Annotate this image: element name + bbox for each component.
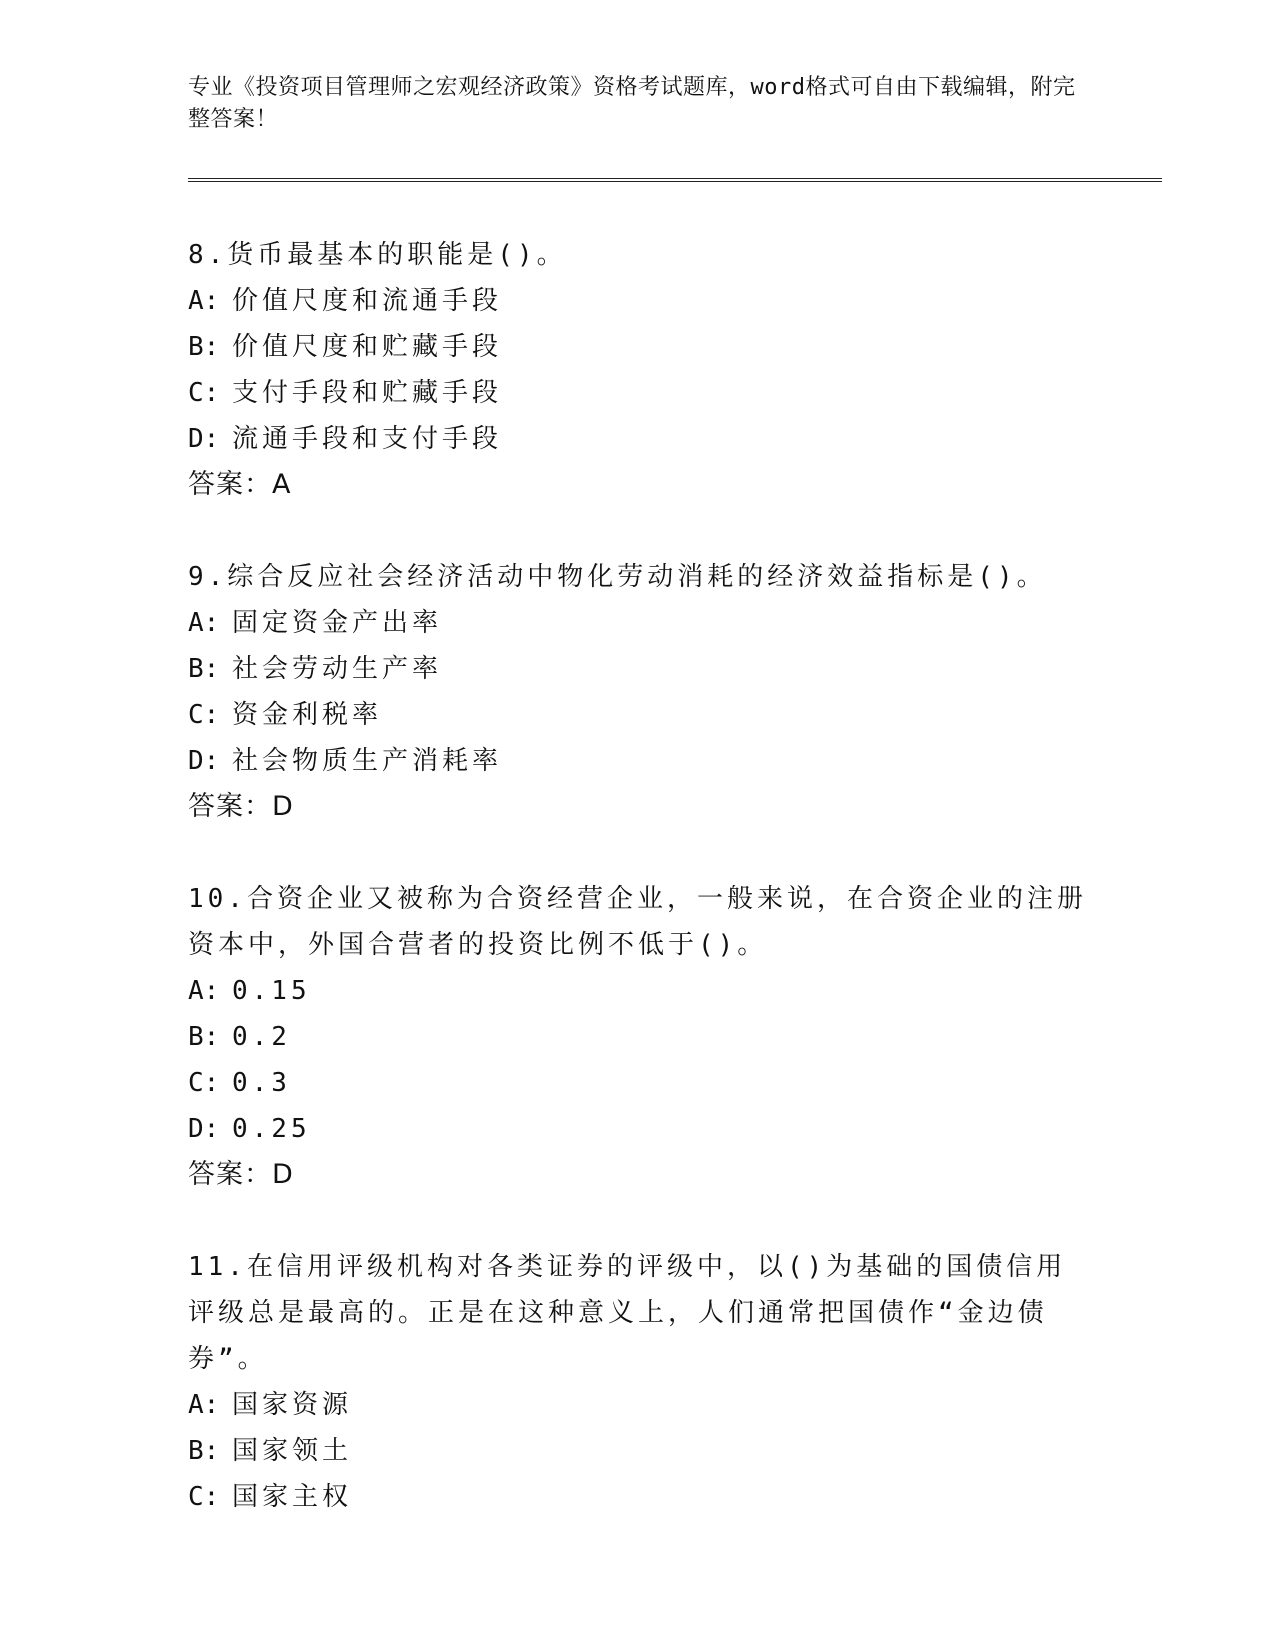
option-text: 资金利税率 bbox=[232, 700, 383, 730]
option-letter: A: bbox=[188, 976, 220, 1006]
option-c bbox=[188, 692, 1088, 738]
option-letter: B: bbox=[188, 1022, 220, 1052]
question-10 bbox=[188, 876, 1088, 1198]
option-text: 价值尺度和贮藏手段 bbox=[232, 332, 503, 362]
option-d bbox=[188, 738, 1088, 784]
option-letter: C: bbox=[188, 1482, 220, 1512]
option-c bbox=[188, 1060, 1088, 1106]
option-text: 0.15 bbox=[232, 976, 311, 1006]
option-text: 社会劳动生产率 bbox=[232, 654, 443, 684]
answer-line: 答案：A bbox=[188, 469, 292, 500]
option-b bbox=[188, 324, 1088, 370]
header-text: 专业《投资项目管理师之宏观经济政策》资格考试题库，word格式可自由下载编辑，附完整答案！ bbox=[188, 75, 1076, 132]
option-letter: C: bbox=[188, 1068, 220, 1098]
option-letter: B: bbox=[188, 332, 220, 362]
question-stem: 11.在信用评级机构对各类证券的评级中，以()为基础的国债信用评级总是最高的。正是在这种意义上，人们通常把国债作“金边债券”。 bbox=[188, 1252, 1067, 1374]
option-b bbox=[188, 646, 1088, 692]
question-9 bbox=[188, 554, 1088, 830]
option-a bbox=[188, 600, 1088, 646]
option-a bbox=[188, 968, 1088, 1014]
option-text: 社会物质生产消耗率 bbox=[232, 746, 503, 776]
question-stem: 10.合资企业又被称为合资经营企业，一般来说，在合资企业的注册资本中，外国合营者的投资比例不低于()。 bbox=[188, 884, 1087, 960]
option-text: 价值尺度和流通手段 bbox=[232, 286, 503, 316]
option-text: 0.2 bbox=[232, 1022, 291, 1052]
option-c bbox=[188, 370, 1088, 416]
option-letter: D: bbox=[188, 1114, 220, 1144]
option-text: 国家领土 bbox=[232, 1436, 353, 1466]
option-letter: A: bbox=[188, 286, 220, 316]
option-letter: D: bbox=[188, 424, 220, 454]
option-c bbox=[188, 1474, 1088, 1520]
option-text: 流通手段和支付手段 bbox=[232, 424, 503, 454]
option-letter: A: bbox=[188, 608, 220, 638]
question-gap bbox=[188, 1198, 1088, 1244]
option-d bbox=[188, 416, 1088, 462]
option-text: 国家主权 bbox=[232, 1482, 353, 1512]
option-letter: B: bbox=[188, 654, 220, 684]
question-stem: 9.综合反应社会经济活动中物化劳动消耗的经济效益指标是()。 bbox=[188, 562, 1047, 592]
question-gap bbox=[188, 830, 1088, 876]
option-b bbox=[188, 1014, 1088, 1060]
option-letter: B: bbox=[188, 1436, 220, 1466]
question-11 bbox=[188, 1244, 1088, 1520]
option-text: 0.3 bbox=[232, 1068, 291, 1098]
option-text: 支付手段和贮藏手段 bbox=[232, 378, 503, 408]
option-text: 0.25 bbox=[232, 1114, 311, 1144]
header-divider bbox=[188, 178, 1162, 182]
option-text: 固定资金产出率 bbox=[232, 608, 443, 638]
option-text: 国家资源 bbox=[232, 1390, 353, 1420]
option-letter: C: bbox=[188, 700, 220, 730]
answer-line: 答案：D bbox=[188, 791, 294, 822]
option-letter: D: bbox=[188, 746, 220, 776]
option-a bbox=[188, 278, 1088, 324]
option-b bbox=[188, 1428, 1088, 1474]
question-8 bbox=[188, 232, 1088, 508]
question-list bbox=[188, 232, 1088, 1520]
question-gap bbox=[188, 508, 1088, 554]
option-letter: A: bbox=[188, 1390, 220, 1420]
option-d bbox=[188, 1106, 1088, 1152]
question-stem: 8.货币最基本的职能是()。 bbox=[188, 240, 567, 270]
option-a bbox=[188, 1382, 1088, 1428]
option-letter: C: bbox=[188, 378, 220, 408]
answer-line: 答案：D bbox=[188, 1159, 294, 1190]
